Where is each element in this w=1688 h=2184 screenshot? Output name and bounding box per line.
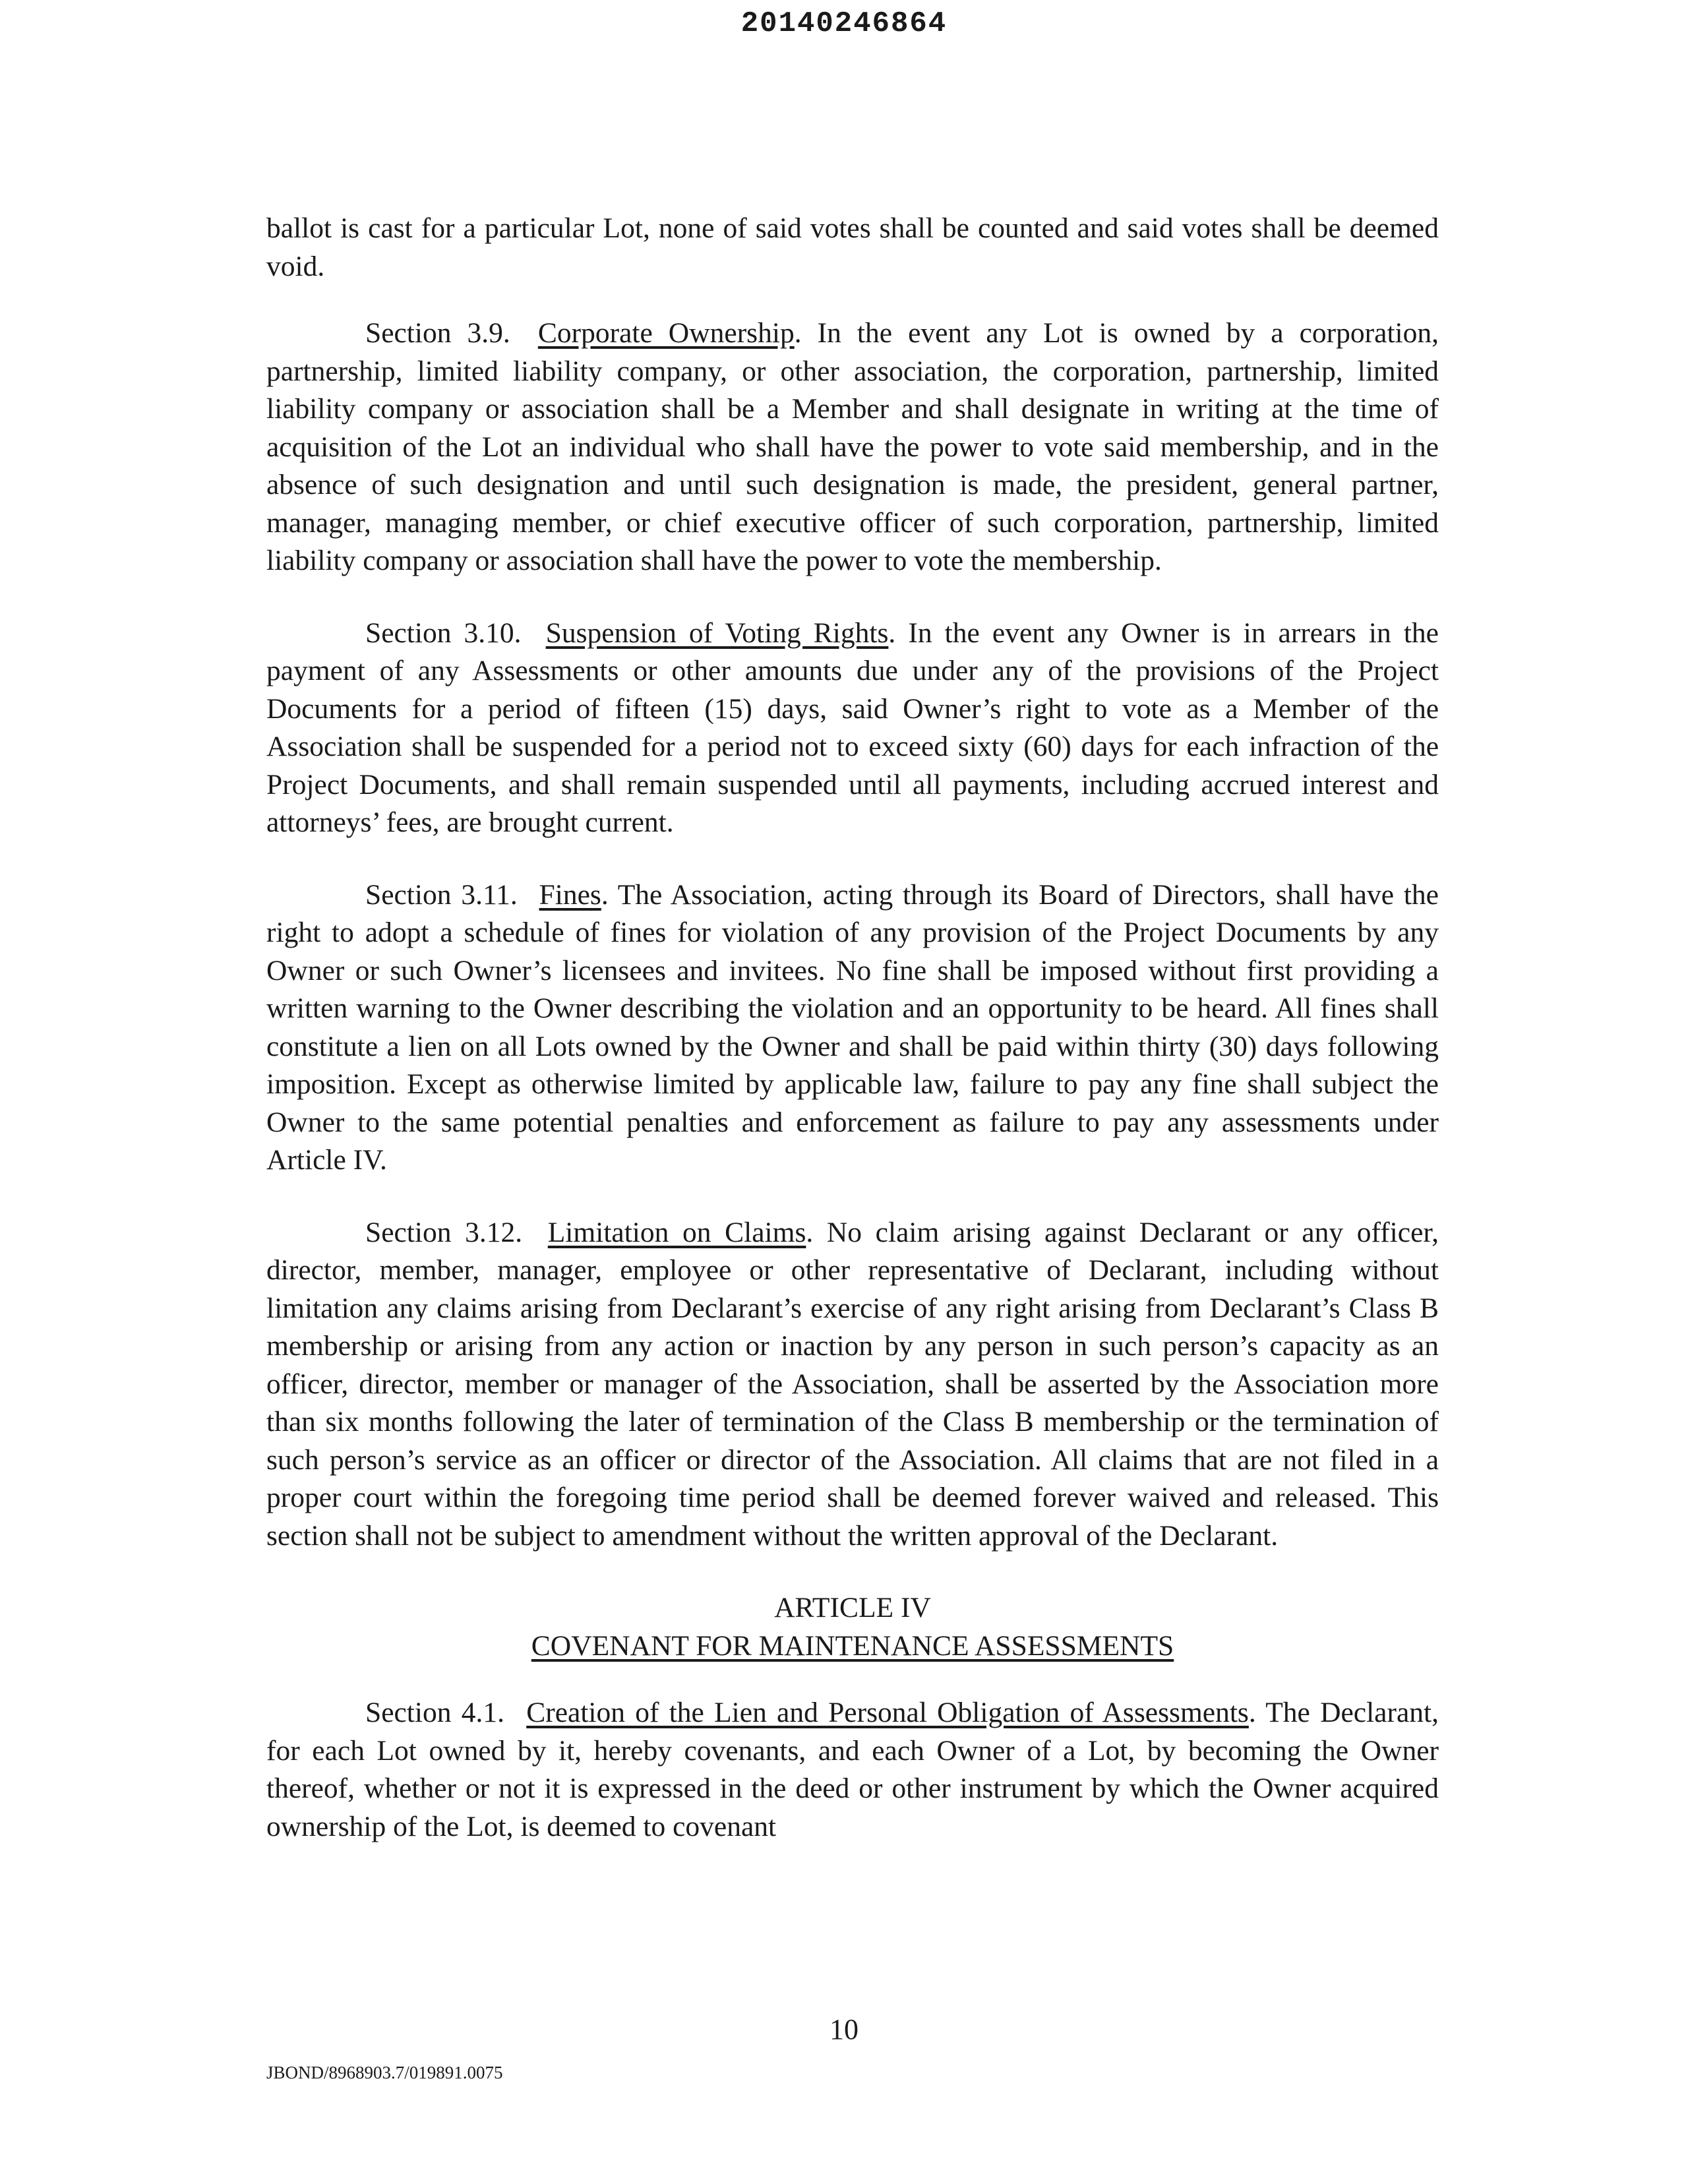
paragraph-continuation: ballot is cast for a particular Lot, none of said votes shall be counted and said votes shall be deemed void.	[266, 212, 1439, 282]
article-title: COVENANT FOR MAINTENANCE ASSESSMENTS	[531, 1629, 1174, 1662]
section-3-10	[266, 615, 1439, 842]
section-number: Section 3.11.	[365, 878, 518, 911]
page-number: 10	[829, 2013, 859, 2046]
section-title: Suspension of Voting Rights	[545, 617, 889, 649]
section-3-9	[266, 315, 1439, 580]
section-body: . The Association, acting through its Board of Directors, shall have the right to adopt a schedule of fines for violation of any provision of the Project Documents by any Owner or such Owner’s licensees and invitees. No fine shall be imposed without first providing a written warning to the Owner describing the violation and an opportunity to be heard. All fines shall constitute a lien on all Lots owned by the Owner and shall be paid within thirty (30) days following imposition. Except as otherwise limited by applicable law, failure to pay any fine shall subject the Owner to the same potential penalties and enforcement as failure to pay any assessments under Article IV.	[266, 878, 1439, 1176]
section-3-11	[266, 876, 1439, 1180]
section-number: Section 3.9.	[365, 317, 510, 349]
document-code: JBOND/8968903.7/019891.0075	[266, 2063, 503, 2082]
article-number: ARTICLE IV	[774, 1592, 931, 1623]
section-body: . In the event any Owner is in arrears in the payment of any Assessments or other amounts due under any of the provisions of the Project Documents for a period of fifteen (15) days, said Owner’s right to vote as a Member of the Association shall be suspended for a period not to exceed sixty (60) days for each infraction of the Project Documents, and shall remain suspended until all payments, including accrued interest and attorneys’ fees, are brought current.	[266, 617, 1439, 838]
section-number: Section 3.10.	[365, 617, 522, 649]
section-body: . In the event any Lot is owned by a corporation, partnership, limited liability company, or other association, the corporation, partnership, limited liability company or association shall be a Member and shall designate in writing at the time of acquisition of the Lot an individual who shall have the power to vote said membership, and in the absence of such designation and until such designation is made, the president, general partner, manager, managing member, or chief executive officer of such corporation, partnership, limited liability company or association shall have the power to vote the membership.	[266, 317, 1439, 576]
section-title: Fines	[539, 878, 601, 911]
section-body: . The Declarant, for each Lot owned by it, hereby covenants, and each Owner of a Lot, by becoming the Owner thereof, whether or not it is expressed in the deed or other instrument by which the Owner acquired ownership of the Lot, is deemed to covenant	[266, 1697, 1439, 1842]
document-body	[266, 210, 1439, 1880]
article-heading	[266, 1589, 1439, 1665]
section-title: Corporate Ownership	[537, 317, 795, 349]
section-title: Limitation on Claims	[547, 1216, 806, 1248]
document-number: 20140246864	[740, 7, 948, 40]
section-number: Section 3.12.	[365, 1216, 523, 1248]
section-3-12	[266, 1214, 1439, 1556]
section-title: Creation of the Lien and Personal Obligation of Assessments	[526, 1697, 1249, 1728]
section-4-1	[266, 1694, 1439, 1846]
section-number: Section 4.1.	[365, 1697, 504, 1728]
section-body: . No claim arising against Declarant or any officer, director, member, manager, employee or other representative of Declarant, including without limitation any claims arising from Declarant’s exercise of any right arising from Declarant’s Class B membership or arising from any action or inaction by any person in such person’s capacity as an officer, director, member or manager of the Association, shall be asserted by the Association more than six months following the later of termination of the Class B membership or the termination of such person’s service as an officer or director of the Association. All claims that are not filed in a proper court within the foregoing time period shall be deemed forever waived and released. This section shall not be subject to amendment without the written approval of the Declarant.	[266, 1216, 1439, 1552]
